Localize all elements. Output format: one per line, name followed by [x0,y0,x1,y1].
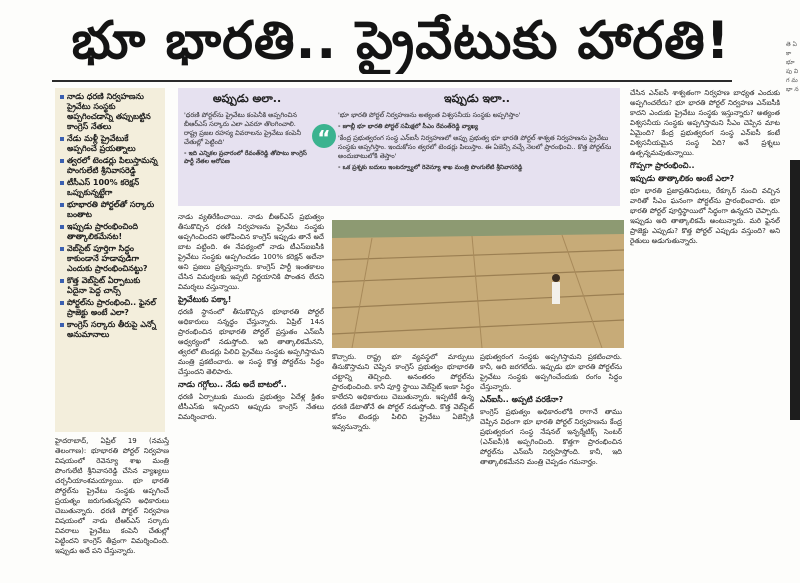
adjacent-article-edge: తె ఏ కా భూ పు వి గ మ భా న [786,41,799,93]
column-2-body: ధరణి స్థానంలో తీసుకొచ్చిన భూభారతి పోర్టల్ అధికారులు సన్నద్ధం చేస్తున్నారు. ఏప్రిల్ 14న ప్రారంభించిన భూభారతి పోర్టల్ ప్రస్తుతం ఎన్ఐసీ ఆధ్వర్యంలో నడుస్తోంది. ఇది తాత్కాలికమేనని, త్వరలో టెండర్లు పిలిచి ప్రైవేటు సంస్థకు అప్పగిస్తామని మంత్రి ప్రకటించారు. ఆ సంస్థ కొత్త పోర్టల్‌ను సిద్ధం చేస్తుందని తెలిపారు. [178,308,324,376]
column-4-body: కాంగ్రెస్ ప్రభుత్వం అధికారంలోకి రాగానే తాము చెప్పిన విధంగా భూ భారతి పోర్టల్ నిర్వహణను కేంద్ర ప్రభుత్వరంగ సంస్థ నేషనల్ ఇన్ఫర్మేటిక్స్ సెంటర్ (ఎన్ఐసీ)కి అప్పగించింది. కొత్తగా ప్రారంభించిన పోర్టల్‌ను ఎన్ఐసీ నిర్వహిస్తోంది. కానీ, ఇది తాత్కాలికమేనని మంత్రి చెప్పడం గమనార్హం. [480,408,622,466]
quote-icon: “ [312,124,336,148]
highlight-item: టీసీఎస్‌ 100% కరెక్షన్‌ ఒప్పుకున్నట్టేగా [59,178,161,198]
headline: భూ భారతి.. ప్రైవేటుకు హారతి! [71,11,731,71]
farmland-image [332,220,624,348]
now-quote [338,92,616,172]
highlight-item: కొత్త వెబ్‌సైట్ ఏర్పాటుకు ఏదైనా పెద్ద చాన్స్ [59,276,161,296]
highlight-item: నేడు మళ్లీ ప్రైవేటుకే అప్పగించే ప్రయత్నాలు [59,134,161,154]
highlights-list [59,92,161,340]
now-title: ఇప్పుడు ఇలా.. [444,92,510,105]
then-source: - ఇది ఎన్నికల ప్రచారంలో రేవంత్‌రెడ్డి తోపాటు కాంగ్రెస్ పార్టీ నేతల ఆరోపణ [184,150,307,165]
adjacent-dark-bar [790,160,800,420]
column-2-heading: ప్రైవేటుకు పక్కా! [178,295,232,304]
headline-rule [52,80,732,82]
column-4-heading: ఎన్ఐసీ.. అప్పటి వరకేనా? [480,395,564,404]
column-2-heading-2: నాడు గగ్గోలు.. నేడు అదే బాటలో.. [178,380,287,389]
now-source-2: - ఒక ప్రశ్నకు బదులు ఇంటర్వ్యూలో రెవెన్యూ శాఖ మంత్రి పొంగులేటి శ్రీనివాసరెడ్డి [338,164,523,171]
column-3-text: కొచ్చారు. రాష్ట్ర భూ వ్యవస్థలో మార్పులు తీసుకొస్తామని చెప్పిన కాంగ్రెస్ ప్రభుత్వం భూభారతి చట్టాన్ని తెచ్చింది. అనంతరం పోర్టల్‌ను ప్రారంభించింది. కానీ పూర్తి స్థాయి వెబ్‌సైట్ ఇంకా సిద్ధం కాలేదని అధికారులు చెబుతున్నారు. ఇప్పటికే ఉన్న ధరణి డేటాతోనే ఈ పోర్టల్ నడుస్తోంది. కొత్త వెబ్‌సైట్ కోసం టెండర్లు పిలిచి ప్రైవేటు ఏజెన్సీకి ఇవ్వనున్నారు. [332,353,474,431]
then-text: 'ధరణి పోర్టల్‌ను ప్రైవేటు కంపెనీకి అప్పగించిన బీఆర్ఎస్ సర్కారు ఎలా ఎవరూ తొలగించాలి. రాష్ట్ర ప్రజల రహస్య వివరాలను ప్రైవేటు కంపెనీ చేతుల్లో పెట్టింది' [184,111,302,146]
column-5-top: చేసిన ఎన్ఐసీ శాశ్వతంగా నిర్వహణ బాధ్యత ఎందుకు అప్పగించలేదు? భూ భారతి పోర్టల్ నిర్వహణ ఎన్ఐసీకి కాదని ఎందుకు ప్రైవేటు సంస్థకు ఇస్తున్నారు? అత్యంత విశ్వసనీయ సంస్థకు అప్పగిస్తామని సీఎం చెప్పిన మాట ఏమైంది? కేంద్ర ప్రభుత్వరంగ సంస్థ ఎన్ఐసీ కంటే విశ్వసనీయమైన సంస్థ ఏది? అనే ప్రశ్నలు ఉత్పన్నమవుతున్నాయి. [630,89,780,157]
highlight-item: కాంగ్రెస్ సర్కారు తీరుపై ఎన్నో అనుమానాలు [59,320,161,340]
then-quote [184,92,310,166]
column-4 [480,352,622,580]
then-title: అప్పుడు అలా.. [212,92,282,105]
column-5 [630,88,780,580]
column-2-body-2: ధరణి ఏర్పాటుకు ముందు ప్రభుత్వం ఏదేళ్ల క్రితం టీసీఎస్‌కు ఇచ్చిందని అప్పుడు కాంగ్రెస్ నేతలు విమర్శించారు. [178,393,324,421]
column-5-body: భూ భారతి ప్రజాప్రతినిధులు, రేక్కూర్‌ నుంచి వచ్చిన వారితో సీఎం ఘనంగా పోర్టల్‌ను ప్రారంభించారు. భూ భారతి పోర్టల్ పూర్తిస్థాయిలో సిద్ధంగా ఉన్నదని చెప్పారు. ఇప్పుడు అది తాత్కాలికమే అంటున్నారు. మరి ఫైనల్ ప్రాజెక్టు ఎప్పుడు? కొత్త పోర్టల్ ఎప్పుడు వస్తుంది? అని రైతులు అడుగుతున్నారు. [630,187,780,245]
column-2-top: నాడు వ్యతిరేకించాయి. నాడు బీఆర్ఎస్ ప్రభుత్వం తీసుకొచ్చిన ధరణి నిర్వహణను ప్రైవేటు సంస్థకు అప్పగించిందని ఆరోపించిన కాంగ్రెస్ ఇప్పుడు తానే అదే బాట పట్టింది. ఈ నేపథ్యంలో నాడు టీఎస్ఐఐసీకి ప్రైవేటు సంస్థకు అప్పగించడం 100% కరెక్షన్‌ అదేనా అని ప్రజలు ప్రశ్నిస్తున్నారు. కాంగ్రెస్ పార్టీ ఇంతకాలం చేసిన విమర్శలకు ఇప్పటి నిర్ణయానికి పొంతన లేదని విమర్శలు వస్తున్నాయి. [178,213,324,291]
column-1 [55,436,169,580]
farmland-photo [332,220,624,348]
quote-band [178,88,620,206]
highlight-item: భూభారతి పోర్టల్‌తో సర్కారు బంతాట [59,200,161,220]
column-5-heading: గొప్పగా ప్రారంభించి.. [630,161,695,170]
highlights-sidebar [55,88,165,432]
highlight-item: ఇప్పుడు ప్రారంభించింది తాత్కాలికమేనట! [59,222,161,242]
now-source-1: - జూబ్లీ భూ భారతి పోర్టల్ సమీక్షలో సీఎం రేవంత్‌రెడ్డి వ్యాఖ్య [338,123,478,130]
column-5-heading-2: ఇప్పుడు తాత్కాలికం అంటే ఎలా? [630,174,735,183]
highlight-item: వెబ్‌సైట్ పూర్తిగా సిద్ధం కాకుండానే హడావుడిగా ఎందుకు ప్రారంభించినట్టు? [59,244,161,274]
highlight-item: నాడు ధరణి నిర్వహణను ప్రైవేటు సంస్థకు అప్పగించడాన్ని తప్పుబట్టిన కాంగ్రెస్ నేతలు [59,92,161,132]
now-text-2: 'కేంద్ర ప్రభుత్వరంగ సంస్థ ఎన్ఐసీ నిర్వహణలో అప్పు ప్రభుత్వ భూ భారతి పోర్టల్ శాశ్వత నిర్వహణను ప్రైవేటు సంస్థకు అప్పగిస్తాం. ఇందుకోసం త్వరలో టెండర్లు పిలుస్తాం. ఈ ఏజెన్సీ వచ్చే నెలలో ప్రారంభించి.. కొత్త పోర్టల్‌ను అందుబాటులోకి తెస్తాం' [338,134,612,160]
highlight-item: పోర్టల్‌ను ప్రారంభించి.. ఫైనల్ ప్రాజెక్టు అంటే ఎలా? [59,298,161,318]
now-text-1: 'భూ భారతి పోర్టల్ నిర్వహణను అత్యంత విశ్వసనీయ సంస్థకు అప్పగిస్తాం' [338,111,521,119]
column-2 [178,212,324,580]
highlight-item: త్వరలో టెండర్లు పిలుస్తామన్న పొంగులేటి శ్రీనివాసరెడ్డి [59,156,161,176]
column-1-text: హైదరాబాద్, ఏప్రిల్ 19 (నమస్తే తెలంగాణ): భూభారతి పోర్టల్ నిర్వహణ విషయంలో రెవెన్యూ శాఖ మంత్రి పొంగులేటి శ్రీనివాసరెడ్డి చేసిన వ్యాఖ్యలు చర్చనీయాంశమయ్యాయి. భూ భారతి పోర్టల్‌ను ప్రైవేటు సంస్థకు అప్పగించే ప్రయత్నం జరుగుతున్నదని అధికారులు చెబుతున్నారు. ధరణి పోర్టల్ నిర్వహణ విషయంలో నాడు టీఆర్ఎస్ సర్కారు వివరాలు ప్రైవేటు కంపెనీ చేతుల్లో పెట్టిందని కాంగ్రెస్ తీవ్రంగా విమర్శించింది. ఇప్పుడు అదే పని చేస్తున్నారు. [55,437,169,555]
column-4-top: ప్రభుత్వరంగ సంస్థకు అప్పగిస్తామని ప్రకటించారు. కానీ, అది జరగలేదు. ఇప్పుడు భూ భారతి పోర్టల్‌ను ప్రైవేటు సంస్థకు అప్పగించేందుకు రంగం సిద్ధం చేస్తున్నారు. [480,353,622,391]
column-3 [332,352,474,580]
